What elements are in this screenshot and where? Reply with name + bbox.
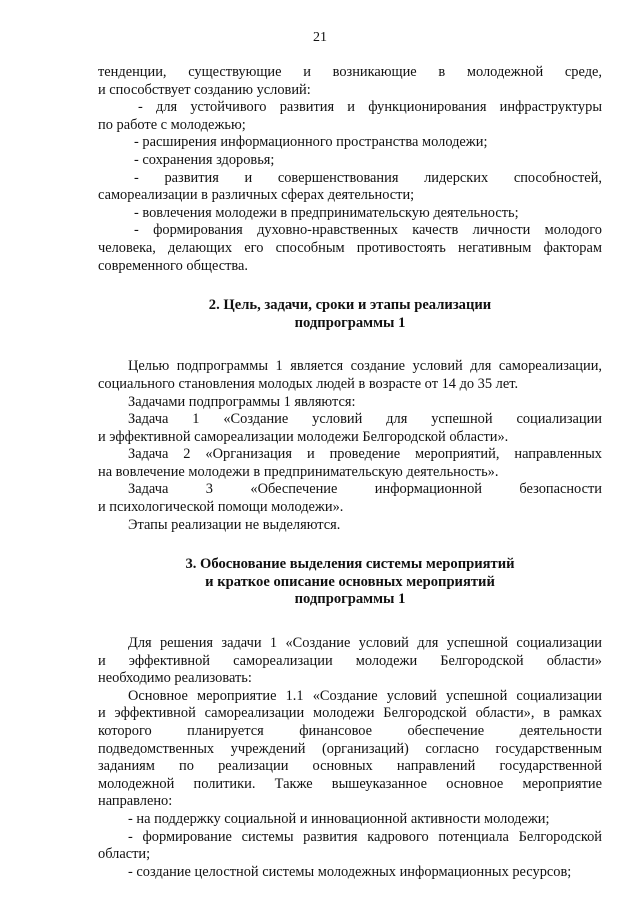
paragraph-cont: и эффективной самореализации молодежи Белгородской области», в рамках [98, 705, 602, 722]
section-2-heading [98, 297, 602, 332]
section-title-line: подпрограммы 1 [294, 591, 406, 608]
document-body [98, 64, 602, 881]
intro-bullet: - сохранения здоровья; [134, 151, 275, 168]
bullet-item: - создание целостной системы молодежных информационных ресурсов; [128, 863, 572, 880]
bullet-item-cont: области; [98, 846, 151, 863]
stages-text: Этапы реализации не выделяются. [128, 516, 341, 533]
paragraph-cont: и эффективной самореализации молодежи Белгородской области» [98, 652, 602, 669]
task-1-cont: и эффективной самореализации молодежи Белгородской области». [98, 428, 509, 445]
task-3: Задача 3 «Обеспечение информационной безопасности [128, 481, 602, 498]
tasks-intro: Задачами подпрограммы 1 являются: [128, 393, 356, 410]
intro-bullet-cont: по работе с молодежью; [98, 116, 246, 133]
intro-bullet-cont: самореализации в различных сферах деятельности; [98, 187, 415, 204]
intro-bullet-cont: человека, делающих его способным противостоять негативным факторам [98, 239, 602, 256]
intro-bullet: - развития и совершенствования лидерских способностей, [134, 169, 602, 186]
intro-paragraph-line: и способствует созданию условий: [98, 81, 311, 98]
intro-bullet: - расширения информационного пространства молодежи; [134, 134, 488, 151]
goal-paragraph-cont: социального становления молодых людей в возрасте от 14 до 35 лет. [98, 375, 519, 392]
intro-bullet: - для устойчивого развития и функционирования инфраструктуры [138, 99, 602, 116]
intro-bullet: - формирования духовно-нравственных качеств личности молодого [134, 222, 602, 239]
section-title-line: 2. Цель, задачи, сроки и этапы реализации [208, 297, 492, 314]
paragraph-cont: молодежной политики. Также вышеуказанное основное мероприятие [98, 775, 602, 792]
paragraph-cont: которого планируется финансовое обеспечение деятельности [98, 723, 602, 739]
paragraph-cont: заданиям по реализации основных направлений государственной [98, 758, 602, 775]
task-3-cont: и психологической помощи молодежи». [98, 499, 344, 516]
section-title-line: и краткое описание основных мероприятий [205, 573, 495, 590]
intro-bullet: - вовлечения молодежи в предпринимательскую деятельность; [134, 204, 519, 221]
intro-bullet-cont: современного общества. [98, 257, 248, 274]
paragraph: Основное мероприятие 1.1 «Создание условий успешной социализации [128, 687, 602, 704]
task-2-cont: на вовлечение молодежи в предпринимательскую деятельность». [98, 463, 499, 480]
bullet-item: - формирование системы развития кадрового потенциала Белгородской [128, 828, 602, 845]
task-2: Задача 2 «Организация и проведение мероприятий, направленных [128, 446, 602, 463]
section-3-heading [98, 556, 602, 609]
section-title-line: 3. Обоснование выделения системы мероприятий [185, 556, 515, 573]
bullet-item: - на поддержку социальной и инновационной активности молодежи; [128, 810, 550, 827]
page-number: 21 [313, 30, 327, 45]
section-title-line: подпрограммы 1 [294, 314, 406, 331]
intro-paragraph-line: тенденции, существующие и возникающие в молодежной среде, [98, 64, 602, 80]
paragraph-cont: направлено: [98, 793, 173, 810]
task-1: Задача 1 «Создание условий для успешной социализации [128, 411, 602, 428]
goal-paragraph: Целью подпрограммы 1 является создание условий для самореализации, [128, 358, 602, 375]
paragraph-cont: необходимо реализовать: [98, 670, 252, 687]
paragraph-cont: подведомственных учреждений (организаций) согласно государственным [98, 740, 602, 757]
paragraph: Для решения задачи 1 «Создание условий для успешной социализации [128, 635, 602, 652]
